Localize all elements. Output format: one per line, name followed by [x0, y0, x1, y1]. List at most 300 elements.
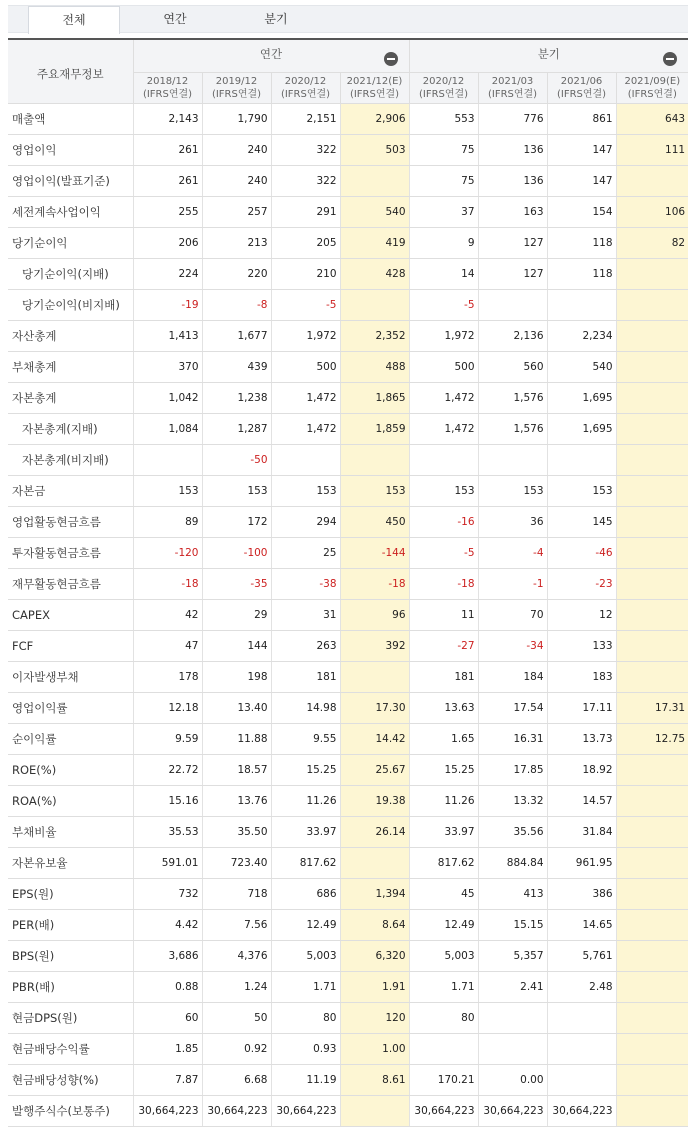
tab-all[interactable]: 전체	[28, 6, 120, 34]
data-cell: 30,664,223	[271, 1095, 340, 1126]
row-label[interactable]: 발행주식수(보통주)	[8, 1095, 133, 1126]
column-basis: (IFRS연결)	[627, 88, 677, 100]
data-cell: -34	[478, 630, 547, 661]
annual-group-label: 연간	[259, 47, 283, 61]
data-cell: 6.68	[202, 1064, 271, 1095]
data-cell: 224	[133, 258, 202, 289]
row-label[interactable]: 자본유보율	[8, 847, 133, 878]
data-cell: 370	[133, 351, 202, 382]
data-cell: 1,238	[202, 382, 271, 413]
data-cell: -18	[133, 568, 202, 599]
table-row	[8, 444, 688, 475]
data-cell: 439	[202, 351, 271, 382]
data-cell: 9.55	[271, 723, 340, 754]
data-cell: 3,686	[133, 940, 202, 971]
data-cell	[616, 971, 688, 1002]
data-cell: 553	[409, 103, 478, 134]
data-cell: 817.62	[271, 847, 340, 878]
row-label[interactable]: 영업활동현금흐름	[8, 506, 133, 537]
data-cell: 183	[547, 661, 616, 692]
data-cell: 47	[133, 630, 202, 661]
data-cell: 488	[340, 351, 409, 382]
data-cell: 133	[547, 630, 616, 661]
data-cell: 294	[271, 506, 340, 537]
data-cell: 7.56	[202, 909, 271, 940]
data-cell: 263	[271, 630, 340, 661]
table-row	[8, 165, 688, 196]
data-cell: 500	[271, 351, 340, 382]
data-cell	[616, 444, 688, 475]
data-cell: 240	[202, 134, 271, 165]
table-row	[8, 382, 688, 413]
data-cell: 1,413	[133, 320, 202, 351]
row-label[interactable]: 당기순이익(지배)	[8, 258, 133, 289]
quarter-group-label: 분기	[537, 47, 560, 61]
data-cell: 1,790	[202, 103, 271, 134]
annual-group-header	[133, 40, 409, 72]
row-label[interactable]: FCF	[8, 630, 133, 661]
data-cell: 450	[340, 506, 409, 537]
data-cell: 120	[340, 1002, 409, 1033]
data-cell: 1,084	[133, 413, 202, 444]
data-cell: 13.63	[409, 692, 478, 723]
data-cell: 13.76	[202, 785, 271, 816]
data-cell	[340, 847, 409, 878]
data-cell: 9.59	[133, 723, 202, 754]
data-cell	[616, 816, 688, 847]
data-cell: 12	[547, 599, 616, 630]
data-cell: 961.95	[547, 847, 616, 878]
data-cell: 1,576	[478, 413, 547, 444]
data-cell: 25.67	[340, 754, 409, 785]
data-cell: 12.75	[616, 723, 688, 754]
row-label[interactable]: CAPEX	[8, 599, 133, 630]
data-cell: 2.41	[478, 971, 547, 1002]
data-cell: -46	[547, 537, 616, 568]
data-cell: -144	[340, 537, 409, 568]
data-cell: 153	[271, 475, 340, 506]
data-cell: 136	[478, 134, 547, 165]
data-cell: 2,136	[478, 320, 547, 351]
data-cell: 4.42	[133, 909, 202, 940]
data-cell: 30,664,223	[133, 1095, 202, 1126]
data-cell: 181	[409, 661, 478, 692]
data-cell	[616, 1033, 688, 1064]
data-cell: 500	[409, 351, 478, 382]
row-label[interactable]: 투자활동현금흐름	[8, 537, 133, 568]
data-cell: 33.97	[271, 816, 340, 847]
data-cell: 147	[547, 165, 616, 196]
data-cell: 50	[202, 1002, 271, 1033]
data-cell	[547, 289, 616, 320]
data-cell: 386	[547, 878, 616, 909]
data-cell: 0.00	[478, 1064, 547, 1095]
data-cell: 428	[340, 258, 409, 289]
table-row	[8, 1064, 688, 1095]
column-basis: (IFRS연결)	[556, 88, 607, 100]
data-cell: 413	[478, 878, 547, 909]
data-cell: 817.62	[409, 847, 478, 878]
data-cell	[616, 785, 688, 816]
row-label[interactable]: 부채비율	[8, 816, 133, 847]
data-cell: -8	[202, 289, 271, 320]
data-cell	[616, 351, 688, 382]
data-cell	[616, 475, 688, 506]
collapse-annual-icon[interactable]	[384, 52, 398, 66]
data-cell	[616, 413, 688, 444]
data-cell: 30,664,223	[202, 1095, 271, 1126]
data-cell: 13.40	[202, 692, 271, 723]
data-cell	[478, 1002, 547, 1033]
data-cell: -27	[409, 630, 478, 661]
column-basis: (IFRS연결)	[349, 88, 400, 100]
table-row	[8, 816, 688, 847]
data-cell: 153	[133, 475, 202, 506]
row-label[interactable]: 당기순이익(비지배)	[8, 289, 133, 320]
data-cell: 178	[133, 661, 202, 692]
data-cell	[478, 289, 547, 320]
data-cell	[616, 568, 688, 599]
tab-quarter[interactable]: 분기	[264, 12, 288, 26]
data-cell: 11	[409, 599, 478, 630]
data-cell: -100	[202, 537, 271, 568]
row-label[interactable]: 순이익률	[8, 723, 133, 754]
data-cell: -1	[478, 568, 547, 599]
data-cell	[271, 444, 340, 475]
data-cell: 5,761	[547, 940, 616, 971]
data-cell: 1,394	[340, 878, 409, 909]
data-cell: 22.72	[133, 754, 202, 785]
column-header	[616, 72, 688, 103]
data-cell: 8.64	[340, 909, 409, 940]
table-row	[8, 506, 688, 537]
column-basis: (IFRS연결)	[142, 88, 193, 100]
data-cell: -120	[133, 537, 202, 568]
row-label[interactable]: 자본금	[8, 475, 133, 506]
row-label[interactable]: 매출액	[8, 103, 133, 134]
data-cell: 12.49	[271, 909, 340, 940]
data-cell: 80	[409, 1002, 478, 1033]
data-cell: 111	[616, 134, 688, 165]
data-cell: -5	[409, 537, 478, 568]
data-cell	[616, 661, 688, 692]
data-cell: 42	[133, 599, 202, 630]
data-cell: 1.65	[409, 723, 478, 754]
table-row	[8, 785, 688, 816]
data-cell	[616, 165, 688, 196]
data-cell: -35	[202, 568, 271, 599]
corner-label: 주요재무정보	[8, 40, 133, 103]
table-row	[8, 971, 688, 1002]
row-label[interactable]: 현금배당수익률	[8, 1033, 133, 1064]
data-cell: 0.88	[133, 971, 202, 1002]
data-cell: 205	[271, 227, 340, 258]
data-cell	[616, 909, 688, 940]
data-cell	[616, 289, 688, 320]
column-period: 2019/12	[215, 75, 258, 87]
data-cell: 17.85	[478, 754, 547, 785]
data-cell	[547, 1002, 616, 1033]
row-label[interactable]: 재무활동현금흐름	[8, 568, 133, 599]
data-cell: 1,472	[271, 382, 340, 413]
row-label[interactable]: 자본총계(지배)	[8, 413, 133, 444]
table-row	[8, 227, 688, 258]
data-cell: 884.84	[478, 847, 547, 878]
table-row	[8, 909, 688, 940]
data-cell: 11.26	[409, 785, 478, 816]
column-period: 2021/06	[560, 75, 603, 87]
data-cell: 419	[340, 227, 409, 258]
row-label[interactable]: PBR(배)	[8, 971, 133, 1002]
data-cell: 0.93	[271, 1033, 340, 1064]
row-label[interactable]: 영업이익(발표기준)	[8, 165, 133, 196]
data-cell: 11.19	[271, 1064, 340, 1095]
row-label[interactable]: 세전계속사업이익	[8, 196, 133, 227]
row-label[interactable]: 영업이익률	[8, 692, 133, 723]
data-cell	[409, 444, 478, 475]
table-row	[8, 134, 688, 165]
data-cell: 861	[547, 103, 616, 134]
table-row	[8, 537, 688, 568]
data-cell: 31	[271, 599, 340, 630]
data-cell: 118	[547, 227, 616, 258]
table-row	[8, 258, 688, 289]
data-cell: -5	[409, 289, 478, 320]
column-basis: (IFRS연결)	[418, 88, 469, 100]
data-cell: 1,576	[478, 382, 547, 413]
data-cell: 89	[133, 506, 202, 537]
data-cell	[616, 630, 688, 661]
data-cell	[478, 444, 547, 475]
data-cell: 82	[616, 227, 688, 258]
data-cell: 1.71	[271, 971, 340, 1002]
data-cell: 560	[478, 351, 547, 382]
data-cell: -5	[271, 289, 340, 320]
data-cell: 33.97	[409, 816, 478, 847]
table-row	[8, 1033, 688, 1064]
row-label[interactable]: 현금배당성향(%)	[8, 1064, 133, 1095]
column-header	[271, 72, 340, 103]
data-cell: 1.85	[133, 1033, 202, 1064]
data-cell: 13.32	[478, 785, 547, 816]
data-cell: 14.65	[547, 909, 616, 940]
column-basis: (IFRS연결)	[280, 88, 331, 100]
data-cell: 18.92	[547, 754, 616, 785]
data-cell: 80	[271, 1002, 340, 1033]
data-cell: 96	[340, 599, 409, 630]
row-label[interactable]: 당기순이익	[8, 227, 133, 258]
table-row	[8, 320, 688, 351]
data-cell: 2,906	[340, 103, 409, 134]
data-cell: 14.57	[547, 785, 616, 816]
row-label[interactable]: BPS(원)	[8, 940, 133, 971]
table-row	[8, 630, 688, 661]
data-cell: 723.40	[202, 847, 271, 878]
data-cell	[616, 878, 688, 909]
column-header	[409, 72, 478, 103]
data-cell	[547, 1033, 616, 1064]
financial-table-wrapper	[8, 38, 688, 1127]
data-cell: 147	[547, 134, 616, 165]
data-cell: 181	[271, 661, 340, 692]
data-cell	[478, 1033, 547, 1064]
data-cell: 184	[478, 661, 547, 692]
row-label[interactable]: 이자발생부채	[8, 661, 133, 692]
data-cell: 540	[547, 351, 616, 382]
data-cell: 1.00	[340, 1033, 409, 1064]
data-cell: 255	[133, 196, 202, 227]
data-cell	[616, 940, 688, 971]
data-cell: -16	[409, 506, 478, 537]
data-cell: 1.91	[340, 971, 409, 1002]
row-label[interactable]: 영업이익	[8, 134, 133, 165]
data-cell: 30,664,223	[547, 1095, 616, 1126]
data-cell	[616, 599, 688, 630]
row-label[interactable]: EPS(원)	[8, 878, 133, 909]
data-cell: 1,859	[340, 413, 409, 444]
data-cell: 198	[202, 661, 271, 692]
row-label[interactable]: ROA(%)	[8, 785, 133, 816]
data-cell	[616, 537, 688, 568]
data-cell: 15.16	[133, 785, 202, 816]
data-cell: 540	[340, 196, 409, 227]
data-cell: 35.53	[133, 816, 202, 847]
data-cell: 2,143	[133, 103, 202, 134]
data-cell	[616, 320, 688, 351]
data-cell: 291	[271, 196, 340, 227]
data-cell	[616, 506, 688, 537]
data-cell: 1,972	[409, 320, 478, 351]
data-cell: -18	[340, 568, 409, 599]
data-cell: 732	[133, 878, 202, 909]
data-cell: -4	[478, 537, 547, 568]
data-cell	[340, 444, 409, 475]
data-cell	[340, 289, 409, 320]
row-label[interactable]: 현금DPS(원)	[8, 1002, 133, 1033]
data-cell: 643	[616, 103, 688, 134]
table-row	[8, 289, 688, 320]
data-cell: 5,003	[271, 940, 340, 971]
column-header	[133, 72, 202, 103]
data-cell: 17.11	[547, 692, 616, 723]
column-period: 2021/12(E)	[346, 75, 403, 87]
data-cell: 2,352	[340, 320, 409, 351]
data-cell: 45	[409, 878, 478, 909]
quarter-group-header	[409, 40, 688, 72]
data-cell: 18.57	[202, 754, 271, 785]
data-cell: 257	[202, 196, 271, 227]
data-cell: 60	[133, 1002, 202, 1033]
table-row	[8, 661, 688, 692]
data-cell: 153	[409, 475, 478, 506]
row-label[interactable]: ROE(%)	[8, 754, 133, 785]
data-cell: 153	[202, 475, 271, 506]
data-cell: 322	[271, 165, 340, 196]
data-cell: 25	[271, 537, 340, 568]
data-cell: 1,472	[409, 382, 478, 413]
data-cell	[616, 847, 688, 878]
row-label[interactable]: 자산총계	[8, 320, 133, 351]
data-cell: 210	[271, 258, 340, 289]
table-row	[8, 723, 688, 754]
data-cell: 7.87	[133, 1064, 202, 1095]
tab-annual[interactable]: 연간	[163, 12, 187, 26]
column-period: 2021/03	[491, 75, 534, 87]
row-label[interactable]: 자본총계(비지배)	[8, 444, 133, 475]
data-cell: -23	[547, 568, 616, 599]
data-cell: 240	[202, 165, 271, 196]
data-cell: 172	[202, 506, 271, 537]
row-label[interactable]: 자본총계	[8, 382, 133, 413]
data-cell	[616, 1095, 688, 1126]
table-row	[8, 1095, 688, 1126]
data-cell: 127	[478, 258, 547, 289]
data-cell: 14	[409, 258, 478, 289]
data-cell: 4,376	[202, 940, 271, 971]
data-cell: 776	[478, 103, 547, 134]
data-cell: 153	[340, 475, 409, 506]
table-row	[8, 413, 688, 444]
data-cell: 106	[616, 196, 688, 227]
data-cell: 153	[547, 475, 616, 506]
data-cell: 12.18	[133, 692, 202, 723]
data-cell: 16.31	[478, 723, 547, 754]
data-cell: 13.73	[547, 723, 616, 754]
collapse-quarter-icon[interactable]	[663, 52, 677, 66]
column-header	[202, 72, 271, 103]
data-cell: 14.42	[340, 723, 409, 754]
data-cell: 29	[202, 599, 271, 630]
data-cell: 1,972	[271, 320, 340, 351]
data-cell: 30,664,223	[478, 1095, 547, 1126]
data-cell	[340, 1095, 409, 1126]
data-cell: 145	[547, 506, 616, 537]
data-cell: 35.56	[478, 816, 547, 847]
data-cell: 12.49	[409, 909, 478, 940]
data-cell: 14.98	[271, 692, 340, 723]
tab-bar	[8, 5, 688, 33]
table-row	[8, 1002, 688, 1033]
data-cell: 6,320	[340, 940, 409, 971]
column-header	[478, 72, 547, 103]
data-cell	[547, 444, 616, 475]
table-row	[8, 351, 688, 382]
data-cell: 26.14	[340, 816, 409, 847]
data-cell: 75	[409, 165, 478, 196]
column-period: 2021/09(E)	[624, 75, 681, 87]
row-label[interactable]: 부채총계	[8, 351, 133, 382]
data-cell: 1.71	[409, 971, 478, 1002]
data-cell: 17.30	[340, 692, 409, 723]
data-cell	[409, 1033, 478, 1064]
data-cell: 17.31	[616, 692, 688, 723]
data-cell: 9	[409, 227, 478, 258]
data-cell: 15.25	[409, 754, 478, 785]
data-cell: 1,865	[340, 382, 409, 413]
financial-summary-table	[8, 40, 688, 1127]
data-cell: 15.15	[478, 909, 547, 940]
data-cell: 220	[202, 258, 271, 289]
column-period: 2020/12	[284, 75, 327, 87]
table-row	[8, 599, 688, 630]
table-row	[8, 103, 688, 134]
data-cell: 213	[202, 227, 271, 258]
data-cell: 15.25	[271, 754, 340, 785]
data-cell: 11.88	[202, 723, 271, 754]
data-cell: 5,003	[409, 940, 478, 971]
table-body	[8, 103, 688, 1126]
row-label[interactable]: PER(배)	[8, 909, 133, 940]
